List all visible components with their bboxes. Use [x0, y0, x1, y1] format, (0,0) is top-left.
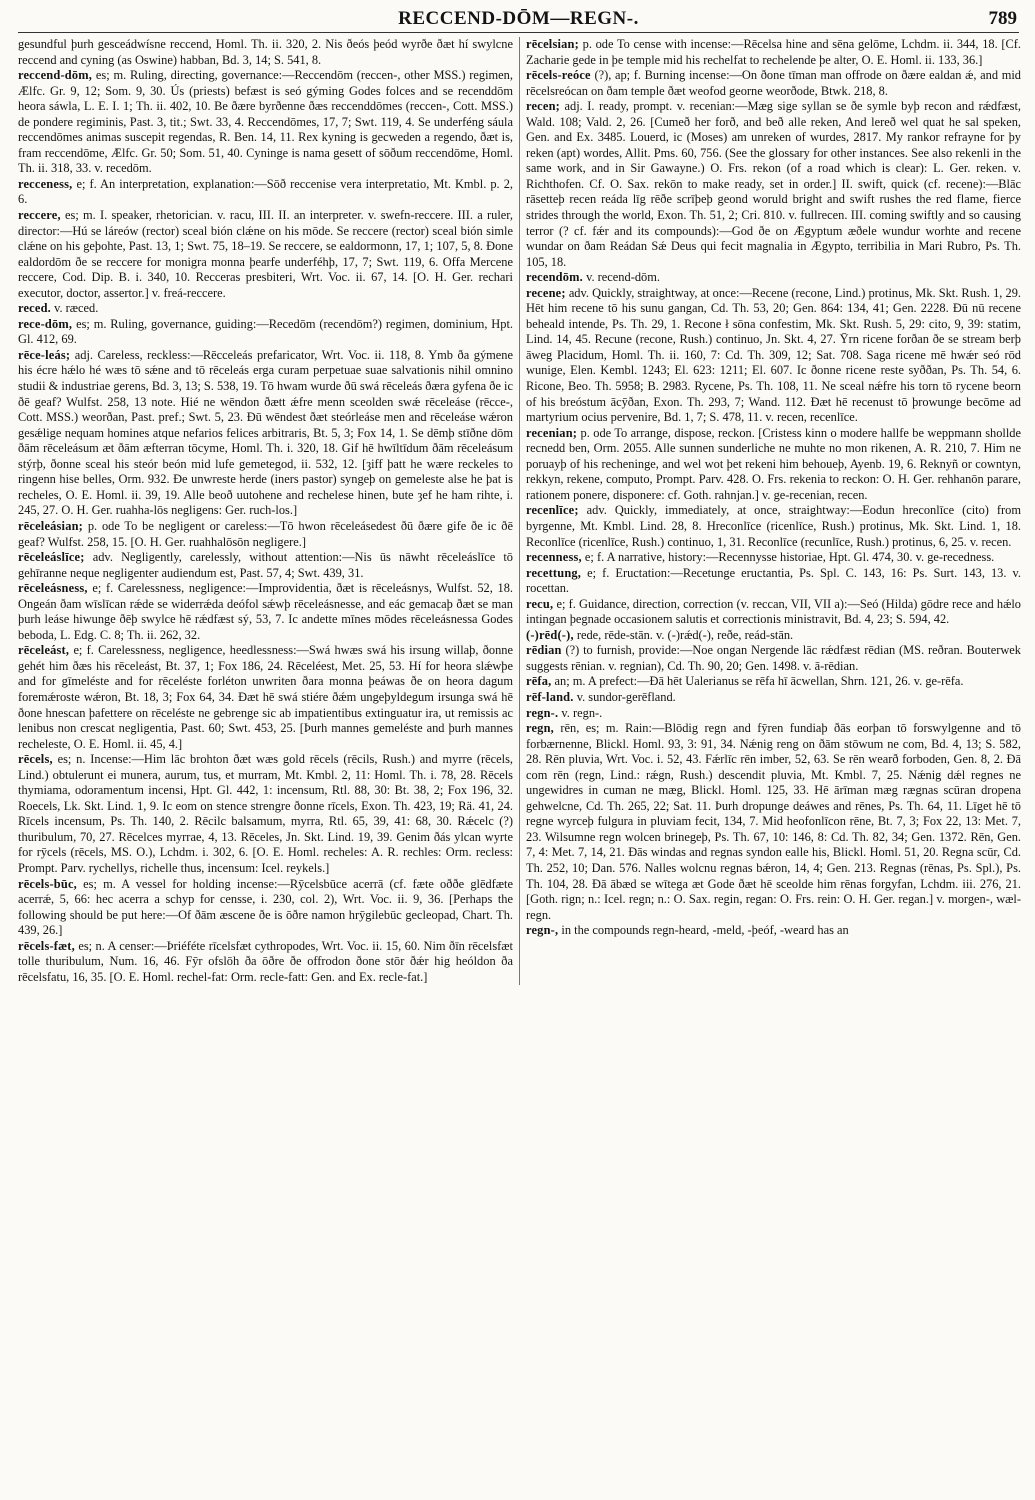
- left-column: [12, 37, 513, 985]
- entry-text: v. sundor-gerēfland.: [576, 689, 676, 704]
- entry-text: es; m. I. speaker, rhetorician. v. racu, III. II. an interpreter. v. swefn-reccere. III. a ruler, director:—Hú se láreów (rector) sceal bión clǽne on his mōde. Se reccere (rector) sceal bión simle clǽne on his geþohte, Past. 13, 1; Swt. 75, 18–19. Se reccere, se ealdormonn, 17, 1; 107, 5, 8. Ðone ealdordōm ðe se reccere for monigra monna þearfe underféhþ, 17, 7; Swt. 119, 6. Offa Mercene reccere, Cod. Dip. B. i. 340, 10. Recceras presbiteri, Wrt. Voc. ii. 67, 14. [O. H. Ger. rechari executor, doctor, assertor.] v. freá-reccere.: [18, 208, 513, 300]
- dictionary-entry: [18, 348, 513, 519]
- entry-headword: recendōm.: [526, 270, 583, 285]
- entry-headword: recenlīce;: [526, 503, 579, 518]
- column-divider: [519, 37, 520, 985]
- dictionary-entry: [18, 177, 513, 208]
- entry-text: e; f. A narrative, history:—Recennysse historiae, Hpt. Gl. 474, 30. v. ge-recedness.: [584, 550, 995, 565]
- dictionary-entry: [18, 581, 513, 643]
- dictionary-entry: [526, 597, 1021, 628]
- entry-headword: rēf-land.: [526, 689, 574, 704]
- dictionary-entry: [526, 674, 1021, 690]
- entry-headword: rēceleásness,: [18, 581, 88, 596]
- entry-headword: reccere,: [18, 208, 61, 223]
- entry-headword: rēcels-būc,: [18, 876, 77, 891]
- entry-text: v. ræced.: [54, 301, 99, 316]
- entry-headword: rēcels-fæt,: [18, 938, 75, 953]
- entry-text: e; f. Guidance, direction, correction (v. reccan, VII, VII a):—Seó (Hilda) gōdre rece and hǽlo intingan þegnade occasionem salutis et correctionis ministravit, Bd. 4, 23; S. 594, 42.: [526, 596, 1021, 627]
- entry-headword: recceness,: [18, 176, 73, 191]
- dictionary-entry: [18, 519, 513, 550]
- dictionary-entry: [18, 752, 513, 876]
- dictionary-entry: [526, 426, 1021, 504]
- entry-headword: rece-dōm,: [18, 316, 73, 331]
- entry-headword: rēceleást,: [18, 643, 70, 658]
- entry-text: rede, rēde-stān. v. (-)rǽd(-), reðe, reád-stān.: [576, 627, 794, 642]
- dictionary-entry: [526, 923, 1021, 939]
- entry-headword: reccend-dōm,: [18, 68, 93, 83]
- dictionary-entry: [526, 68, 1021, 99]
- entry-text: e; f. An interpretation, explanation:—Sōð reccenise vera interpretatio, Mt. Kmbl. p. 2, 6.: [18, 176, 513, 207]
- entry-headword: rēdian: [526, 643, 562, 658]
- entry-headword: rēcels-reóce: [526, 68, 591, 83]
- entry-text: (?) to furnish, provide:—Noe ongan Nergende lāc rǽdfæst rēdian (MS. reðran. Bouterwek suggests rēnian. v. regnian), Cd. Th. 90, 20; Gen. 1498. v. ā-rēdian.: [526, 643, 1021, 673]
- entry-text: es; n. Incense:—Him lāc brohton ðæt wæs gold rēcels (rēcils, Rush.) and myrre (rēcels, Lind.) obtulerunt ei munera, aurum, tus, et murram, Mt. Kmbl. 2, 11: Homl. Th. i. 78, 28. Rēcels thymiama, odoramentum incensi, Hpt. Gl. 442, 1: incensum, Rtl. 88, 30: Bt. 38, 2; Fox 196, 32. Roecels, Lk. Skt. Lind. 1, 9. Ic eom on stence strengre ðonne rīcels, Exon. Th. 423, 19; Rä. 41, 24. Rīcels incensum, Ps. Th. 140, 2. Rēcilc balsamum, myrra, Rtl. 65, 39, 41: 68, 30. Rǽcelc (?) thuribulum, 70, 27. Rēcelces myrrae, 4, 13. Rēceles, Jn. Skt. Lind. 19, 39. Genim ðás ylcan wyrte for rȳcels (rēcels, MS. O.), Lchdm. i. 302, 6. [O. E. Homl. recheles: A. R. rechles: Orm. recless: Prompt. Parv. rychellys, richelle thus, incensum: Icel. reykels.]: [18, 752, 513, 875]
- entry-text: in the compounds regn-heard, -meld, -þeóf, -weard has an: [561, 923, 849, 938]
- dictionary-entry: [526, 286, 1021, 426]
- entry-headword: recen;: [526, 99, 560, 114]
- entry-headword: regn-.: [526, 705, 559, 720]
- entry-text: es; m. Ruling, directing, governance:—Reccendōm (reccen-, other MSS.) regimen, Ælfc. Gr. 9, 12; Som. 9, 30. Ús (priests) befæst is seó gýming Godes folces and se recenddōm heora sáwla, L. E. I. 1; Th. ii. 402, 10. Be ðære byrðenne ðæs reccenddōmes (reccen-, Cott. MSS.) de pondere regiminis, Past. 3, tit.; Swt. 33, 4. Reccendōmes, 17, 7; Swt. 119, 4. Se underféng sáula reccendōmes animas suscepit regendas, R. Ben. 14, 11. Rex kyning is gecweden a regendo, ðæt is, fram reccendōme, Ælfc. Gr. 50; Som. 51, 40. Cyninge is nama gesett of sōðum reccendōme, Homl. Th. ii. 318, 33. v. recedōm.: [18, 68, 513, 176]
- entry-text: adv. Quickly, straightway, at once:—Recene (recone, Lind.) protinus, Mk. Skt. Rush. 1, 29. Hēt him recene tō his sunu gangan, Cd. Th. 53, 20; Gen. 864: 134, 41; Gen. 2228. Ðū nū recene beheald intende, Ps. Th. 29, 1. Recone ł sōna confestim, Mk. Skt. Rush. 5, 29: cito, 9, 39: statim, Lind. 14, 45. Recune (recone, Rush.) continuo, Jn. Skt. 4, 27. Ȳrn ricene forðan ðe se stream berþ āweg Placidum, Homl. Th. ii. 160, 7: Cd. Th. 309, 12; Sat. 708. Saga ricene mē hwǽr seó rōd wunige, Elen. Kembl. 1243; El. 623: 1211; El. 607. Ic ðonne ricene reste syððan, Ps. Th. 54, 6. Ricone, Beo. Th. 5958; B. 2983. Rycene, Ps. Th. 108, 11. Ne sceal nǽfre his torn tō rycene beorn of his breóstum ācȳðan, Exon. Th. 293, 7; Wand. 112. Ðæt hē recenust tō þrowunge becōme ad martyrium ocius pervenire, Bd. 1, 7; S. 478, 11. v. recen, recenlīce.: [526, 285, 1021, 425]
- entry-text: es; m. Ruling, governance, guiding:—Recedōm (recendōm?) regimen, dominium, Hpt. Gl. 412, 69.: [18, 316, 513, 347]
- entry-text: e; f. Carelessness, negligence:—Improvidentia, ðæt is rēceleásnys, Wulfst. 52, 18. Ongeán ðam wīslīcan rǽde se widerrǽda deófol sǽwþ rēceleásnesse, and eác gemacaþ ðæt se man þurh leáse hiwunge ðēþ swylce hē rǽdfæst sý, 53, 7. Ic andette mīnes mōdes rēceleásnessa Godes beboda, L. Edg. C. 8; Th. ii. 262, 32.: [18, 581, 513, 642]
- dictionary-entry: [526, 503, 1021, 550]
- entry-headword: recettung,: [526, 565, 582, 580]
- dictionary-entry: [18, 208, 513, 301]
- entry-headword: rēceleáslīce;: [18, 550, 85, 565]
- dictionary-entry: [526, 99, 1021, 270]
- entry-headword: regn,: [526, 721, 554, 736]
- entry-headword: rēcelsian;: [526, 37, 579, 51]
- entry-headword: regn-,: [526, 923, 559, 938]
- entry-headword: recu,: [526, 596, 554, 611]
- page-number: 789: [988, 8, 1017, 29]
- dictionary-entry: [526, 706, 1021, 722]
- dictionary-entry: [526, 566, 1021, 597]
- entry-text: v. recend-dōm.: [586, 270, 660, 285]
- entry-text: (?), ap; f. Burning incense:—On ðone tīman man offrode on ðære ealdan ǽ, and mid rēcelsreócan on ðam temple ðæt weofod georne weorðode, Btwk. 218, 8.: [526, 68, 1021, 98]
- entry-headword: reced.: [18, 301, 51, 316]
- entry-text: e; f. Carelessness, negligence, heedlessness:—Swá hwæs swá his irsung willaþ, ðonne gehét him ðæs his rēceleást, Bt. 37, 1; Fox 186, 24. Rēceléest, Met. 25, 53. Hí for heora slǽwþe and for gīmeléste and for rēceléste forléton unwriten ðara monna þeáwas ðe on heora dagum foremǽroste wǽron, Bt. 18, 3; Fox 64, 34. Ðæt hē swá stiére ðǽm ungeþyldegum irsunga swá hē ðone hnescan þafettere on rēceléste ne gebrenge sic ab impatientibus extinguatur ira, ut remissis ac lenibus non crescat negligentia, Past. 60; Swt. 453, 25. [Þurh mannes gemeléste and þurh mannes recheleste, O. E. Homl. ii. 45, 4.]: [18, 643, 513, 751]
- dictionary-entry: [18, 37, 513, 68]
- entry-text: p. ode To cense with incense:—Rēcelsa hine and sēna gelōme, Lchdm. ii. 344, 18. [Cf. Zacharie gede in þe temple mid his rechelfat to rechelende þe alter, O. E. Homl. ii. 133, 36.]: [526, 37, 1021, 67]
- entry-text: es; m. A vessel for holding incense:—Rȳcelsbūce acerrā (cf. fæte oððe glēdfæte acerrǽ, 5, 66: hec acerra a schyp for censse, i. 230, col. 2), Wrt. Voc. ii. 9, 36. [Perhaps the following should be put here:—Of ðām æscene ðe is ōðre namon hrȳgilebūc gecleopad, Chart. Th. 439, 26.]: [18, 876, 513, 938]
- dictionary-entry: [526, 37, 1021, 68]
- entry-headword: rēcels,: [18, 752, 53, 767]
- entry-text: adj. I. ready, prompt. v. recenian:—Mæg sige syllan se ðe symle byþ recon and rǽdfæst, Wald. 108; Vald. 2, 26. [Cumeð her forð, and beð alle reken, And lereð wel quat he sal speken, Gen. and Ex. 3485. Louerd, ic (Moses) am unreken of wurdes, 2817. My rankor refrayne for þy reken (apt) wordes, Allit. Pms. 60, 756. (See the glossary for other instances. See also rekenli in the same work, and in Sir Gawayne.) O. Frs. rekon (of a road which is clear): L. Ger. reken. v. Richthofen. Cf. O. Sax. rekōn to make ready, set in order.] II. swift, quick (cf. recene):—Blāc rāsetteþ recen reáda līg rēðe scrīþeþ geond woruld bright and swift rushes the red flame, fierce strides through the world, Exon. Th. 51, 2; Cri. 810. v. fullrecen. III. coming swiftly and so causing terror (? cf. fǽr and its compounds):—God ðe on Ægyptum æðele wundur worhte and recene wundar on ðam Reádan Sǽ Deus qui fecit magnalia in Ægypto, terribilia in Mari Rubro, Ps. Th. 105, 18.: [526, 99, 1021, 269]
- entry-text: p. ode To be negligent or careless:—Tō hwon rēceleásedest ðū ðære gife ðe ic ðē geaf? Wulfst. 258, 15. [O. H. Ger. ruahhalōsōn negligere.]: [18, 518, 513, 549]
- dictionary-entry: [18, 877, 513, 939]
- entry-text: p. ode To arrange, dispose, reckon. [Cristess kinn o modere hallfe be weppmann shollde recnedd ben, Orm. 2055. Alle sunnen sunderliche ne muhte no mon rikenen, A. R. 210, 7. Him ne poruayþ of his recheninge, and wel wot þet rekeni him behoueþ, Ayenb. 19, 6. Reknyñ or cowntyn, rekkyn, rekene, computo, Prompt. Parv. 428. O. Frs. rekenia to reckon: O. H. Ger. rehhanōn parare, rationem ponere, disponere: cf. Goth. rahnjan.] v. ge-recenian, recen.: [526, 425, 1021, 502]
- dictionary-entry: [18, 643, 513, 752]
- entry-text: gesundful þurh gesceádwísne reccend, Homl. Th. ii. 320, 2. Nis ðeós þeód wyrðe ðæt hí swylcne reccend and cyning (as Oswine) habban, Bd. 3, 14; S. 541, 8.: [18, 37, 513, 67]
- dictionary-entry: [526, 721, 1021, 923]
- text-columns: [12, 37, 1023, 985]
- entry-text: adv. Quickly, immediately, at once, straightway:—Eodun hreconlīce (cito) from byrgenne, Mt. Kmbl. Lind. 28, 8. Hreconlīce (ricenlīce, Rush.) protinus, Mk. Skt. Lind. 1, 18. Reconlīce (ricenlīce, Rush.) continuo, 1, 31. Reconlīce (recunlīce, Rush.) protinus, 6, 25. v. recen.: [526, 503, 1021, 549]
- page-header: [18, 6, 1019, 33]
- entry-headword: rēce-leás;: [18, 347, 71, 362]
- entry-text: rēn, es; m. Rain:—Blōdig regn and fȳren fundiaþ ðās eorþan tō forswylgenne and tō forbærnenne, Blickl. Homl. 93, 3: 91, 34. Nǽnig reng on ðām stōwum ne com, Bd. 4, 13; S. 582, 28. Rēn pluvia, Wrt. Voc. i. 52, 43. Fǽrlīc rēn imber, 52, 63. Se rēn wearð forboden, Gen. 8, 2. Ðā com rēn (regn, Lind.: rǽgn, Rush.) descendit pluvia, Mt. Kmbl. 7, 25. Nǽnig dǽl regnes ne ungewidres in cuman ne mæg, Blickl. Homl. 125, 33. Hē ārīman mæg rægnas scūran dropena gehwelcne, Cd. Th. 265, 22; Sat. 11. Þurh dropunge deáwes and rēnes, Ps. Th. 64, 11. Līget hē tō regne wyrceþ fulgura in pluviam fecit, 134, 7. Mid heofonlīcon rēne, Bt. 7, 3; Fox 22, 13: Met. 7, 23. Wilsumne regn wolcen brinegeþ, Ps. Th. 67, 10: 146, 8: Cd. Th. 82, 34; Gen. 1372. Rēn, Gen. 7, 4: Met. 7, 14, 21. Ðās windas and regnas syndon ealle his, Blickl. Homl. 51, 20. Regna scūr, Cd. Th. 252, 10; Dan. 576. Nalles wolcnu regnas bǽron, 14, 4; Gen. 213. Regnas (rēnas, Ps. Spl.), Ps. Th. 104, 28. Ðā ābæd se wītega æt Gode ðæt hē sceolde him rēnas forgyfan, Lchdm. iii. 276, 21. [Goth. rign; n.: Icel. regn; n.: O. Sax. regin, regan: O. Frs. rein: O. H. Ger. regan.] v. morgen-, wæl-regn.: [526, 721, 1021, 922]
- entry-text: es; n. A censer:—Þriéféte rīcelsfæt cythropodes, Wrt. Voc. ii. 15, 60. Nim ðīn rēcelsfæt tolle thuribulum, Num. 16, 46. Fȳr ofslōh ða ōðre ðe offrodon ðone stōr ðǽr hig heóldon ða rēcelsfatu, 16, 35. [O. E. Homl. rechel-fat: Orm. recle-fatt: Gen. and Ex. recle-fat.]: [18, 938, 513, 984]
- dictionary-entry: [526, 643, 1021, 674]
- entry-text: v. regn-.: [561, 705, 603, 720]
- dictionary-entry: [526, 270, 1021, 286]
- dictionary-entry: [526, 628, 1021, 644]
- entry-text: adj. Careless, reckless:—Rēcceleás prefaricator, Wrt. Voc. ii. 118, 8. Ymb ða gýmene his écre hǽlo hé wæs tō sǽne and tō rēceleás erga curam perpetuae suae salvationis nihil omnino studii & industriae gerens, Bd. 3, 13; S. 538, 19. Tō hwam wurde ðū swá rēceleás ðæra gyfena ðe ic ðē geaf? Wulfst. 258, 13 note. Hié ne wēndon ðætt ǽfre menn sceolden swǽ rēceleáse (rēcce-, Cott. MSS.) weorðan, Past. pref.; Swt. 5, 23. Ðū wēndest ðæt steórleáse men and rēceleáse wǽron gesǽlige nequam homines atque nefarios felices arbitraris, Bt. 5, 3; Fox 14, 1. Se dēmþ stīðne dōm ðām rēceleásum æt ðām æfterran tōcyme, Homl. Th. i. 320, 18. Gif hē hwīltīdum ðām rēceleásum stýrþ, ðonne sceal his steór beón mid lufe gemetegod, ii. 532, 12. [ȝiff þatt he wære reckeles to ringenn hise belles, Orm. 932. Ðe unwreste herde (iners pastor) syngeþ on gemeleste alse he þat is recheles, O. E. Homl. ii. 39, 19. Alle beoð uutohene and rechelese hinen, bute ȝef he ham rihte, i. 245, 27. O. H. Ger. ruahha-lōs negligens: Ger. ruch-los.]: [18, 347, 513, 518]
- dictionary-entry: [526, 690, 1021, 706]
- entry-text: an; m. A prefect:—Ðā hēt Ualerianus se rēfa hī ācwellan, Shrn. 121, 26. v. ge-rēfa.: [554, 674, 964, 689]
- dictionary-entry: [18, 301, 513, 317]
- entry-headword: rēfa,: [526, 674, 552, 689]
- entry-headword: (-)rēd(-),: [526, 627, 574, 642]
- dictionary-entry: [18, 550, 513, 581]
- entry-headword: recenian;: [526, 425, 578, 440]
- dictionary-entry: [18, 68, 513, 177]
- entry-text: e; f. Eructation:—Recetunge eructantia, Ps. Spl. C. 143, 16: Ps. Surt. 143, 13. v. rocettan.: [526, 565, 1021, 596]
- dictionary-entry: [18, 939, 513, 986]
- entry-headword: recenness,: [526, 550, 582, 565]
- entry-headword: rēceleásian;: [18, 518, 84, 533]
- dictionary-entry: [526, 550, 1021, 566]
- right-column: [526, 37, 1023, 985]
- running-title: RECCEND-DŌM—REGN-.: [398, 8, 639, 29]
- dictionary-entry: [18, 317, 513, 348]
- entry-text: adv. Negligently, carelessly, without attention:—Nis ūs nāwht rēceleáslīce tō gehīranne neque negligenter audiendum est, Past. 57, 4; Swt. 439, 31.: [18, 550, 513, 580]
- entry-headword: recene;: [526, 285, 566, 300]
